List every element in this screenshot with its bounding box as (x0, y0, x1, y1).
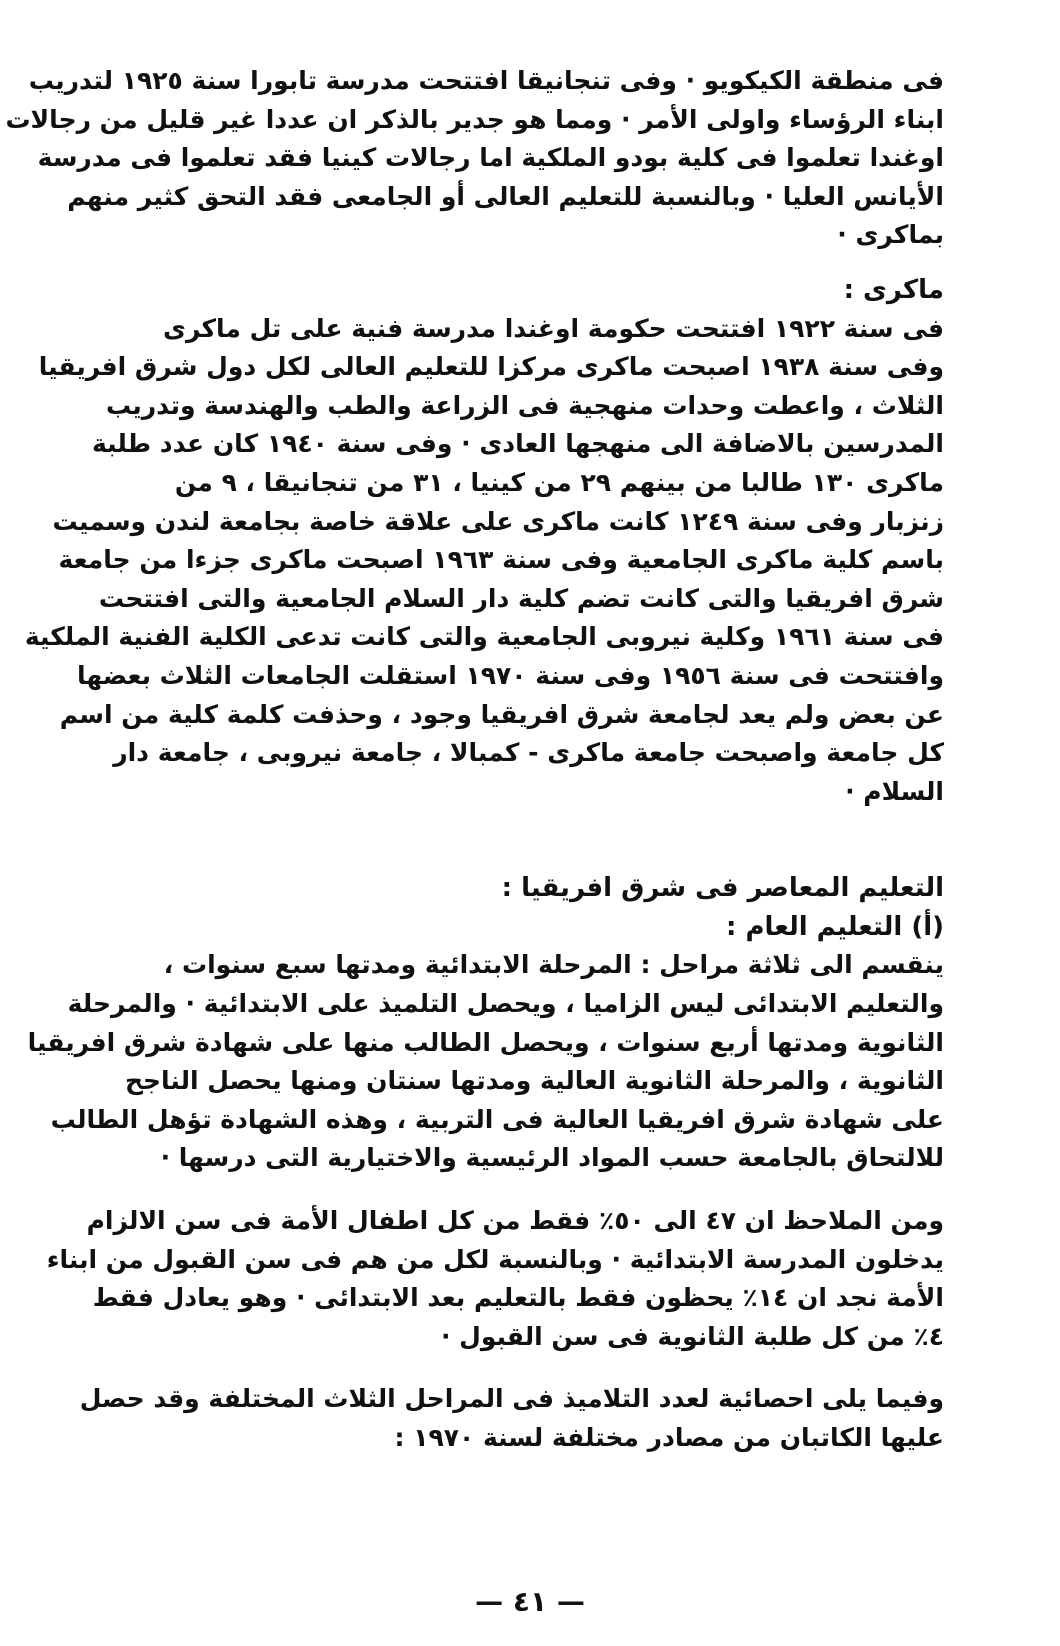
text-line: الثلاث ، واعطت وحدات منهجية فى الزراعة والطب والهندسة وتدريب (105, 390, 944, 420)
intro-paragraph (5, 62, 944, 255)
spacer (112, 1178, 944, 1202)
text-line: الأيانس العليا · وبالنسبة للتعليم العالى أو الجامعى فقد التحق كثير منهم (67, 181, 944, 211)
text-line: الأمة نجد ان ١٤٪ يحظون فقط بالتعليم بعد الابتدائى · وهو يعادل فقط (92, 1283, 944, 1313)
text-line: كل جامعة واصبحت جامعة ماكرى - كمبالا ، جامعة نيروبى ، جامعة دار (113, 738, 944, 768)
spacer (112, 811, 944, 869)
text-line: يدخلون المدرسة الابتدائية · وبالنسبة لكل من هم فى سن القبول من ابناء (46, 1244, 944, 1274)
makerere-paragraph (24, 310, 944, 812)
text-line: شرق افريقيا والتى كانت تضم كلية دار السلام الجامعية والتى افتتحت (98, 583, 944, 613)
text-line: باسم كلية ماكرى الجامعية وفى سنة ١٩٦٣ اصبحت ماكرى جزءا من جامعة (58, 545, 944, 575)
text-line: المدرسين بالاضافة الى منهجها العادى · وفى سنة ١٩٤٠ كان عدد طلبة (91, 429, 944, 459)
text-line: فى منطقة الكيكويو · وفى تنجانيقا افتتحت مدرسة تابورا سنة ١٩٢٥ لتدريب (28, 66, 944, 95)
spacer (112, 255, 944, 271)
text-line: وافتتحت فى سنة ١٩٥٦ وفى سنة ١٩٧٠ استقلت الجامعات الثلاث بعضها (76, 660, 944, 690)
contemporary-education-heading: التعليم المعاصر فى شرق افريقيا : (501, 873, 944, 904)
statistics-intro-paragraph (79, 1380, 944, 1457)
text-line: الثانوية ، والمرحلة الثانوية العالية ومدتها سنتان ومنها يحصل الناجح (124, 1066, 944, 1096)
text-line: على شهادة شرق افريقيا العالية فى التربية ، وهذه الشهادة تؤهل الطالب (50, 1104, 944, 1134)
text-line: ومن الملاحظ ان ٤٧ الى ٥٠٪ فقط من كل اطفال الأمة فى سن الالزام (86, 1206, 944, 1236)
text-line: بماكرى · (837, 220, 944, 250)
general-education-heading: (أ) التعليم العام : (726, 911, 944, 942)
general-education-paragraph (27, 946, 944, 1178)
text-line: الثانوية ومدتها أربع سنوات ، ويحصل الطالب منها على شهادة شرق افريقيا (27, 1027, 944, 1057)
text-line: وفى سنة ١٩٣٨ اصبحت ماكرى مركزا للتعليم العالى لكل دول شرق افريقيا (38, 352, 944, 382)
text-line: ينقسم الى ثلاثة مراحل : المرحلة الابتدائية ومدتها سبع سنوات ، (163, 950, 944, 980)
text-line: السلام · (845, 776, 944, 806)
text-line: زنزبار وفى سنة ١٢٤٩ كانت ماكرى على علاقة خاصة بجامعة لندن وسميت (52, 506, 944, 536)
book-page (5, 62, 944, 1458)
text-line: ماكرى ١٣٠ طالبا من بينهم ٢٩ من كينيا ، ٣١ من تنجانيقا ، ٩ من (174, 467, 944, 497)
text-line: فى سنة ١٩٢٢ افتتحت حكومة اوغندا مدرسة فنية على تل ماكرى (163, 313, 944, 343)
text-line: ابناء الرؤساء واولى الأمر · ومما هو جدير بالذكر ان عددا غير قليل من رجالات (5, 104, 944, 134)
spacer (112, 1356, 944, 1380)
text-line: عليها الكاتبان من مصادر مختلفة لسنة ١٩٧٠ : (394, 1423, 944, 1452)
enrollment-observation-paragraph (46, 1202, 944, 1356)
text-line: ٤٪ من كل طلبة الثانوية فى سن القبول · (440, 1321, 944, 1351)
makerere-heading: ماكرى : (843, 274, 944, 305)
text-line: عن بعض ولم يعد لجامعة شرق افريقيا وجود ، وحذفت كلمة كلية من اسم (59, 699, 944, 729)
text-line: للالتحاق بالجامعة حسب المواد الرئيسية والاختيارية التى درسها · (160, 1143, 944, 1173)
text-line: والتعليم الابتدائى ليس الزاميا ، ويحصل التلميذ على الابتدائية · والمرحلة (67, 989, 944, 1019)
text-line: وفيما يلى احصائية لعدد التلاميذ فى المراحل الثلاث المختلفة وقد حصل (79, 1384, 944, 1414)
page-number: — ٤١ — (475, 1585, 585, 1618)
text-line: اوغندا تعلموا فى كلية بودو الملكية اما رجالات كينيا فقد تعلموا فى مدرسة (37, 143, 944, 173)
text-line: فى سنة ١٩٦١ وكلية نيروبى الجامعية والتى كانت تدعى الكلية الفنية الملكية (24, 622, 944, 652)
